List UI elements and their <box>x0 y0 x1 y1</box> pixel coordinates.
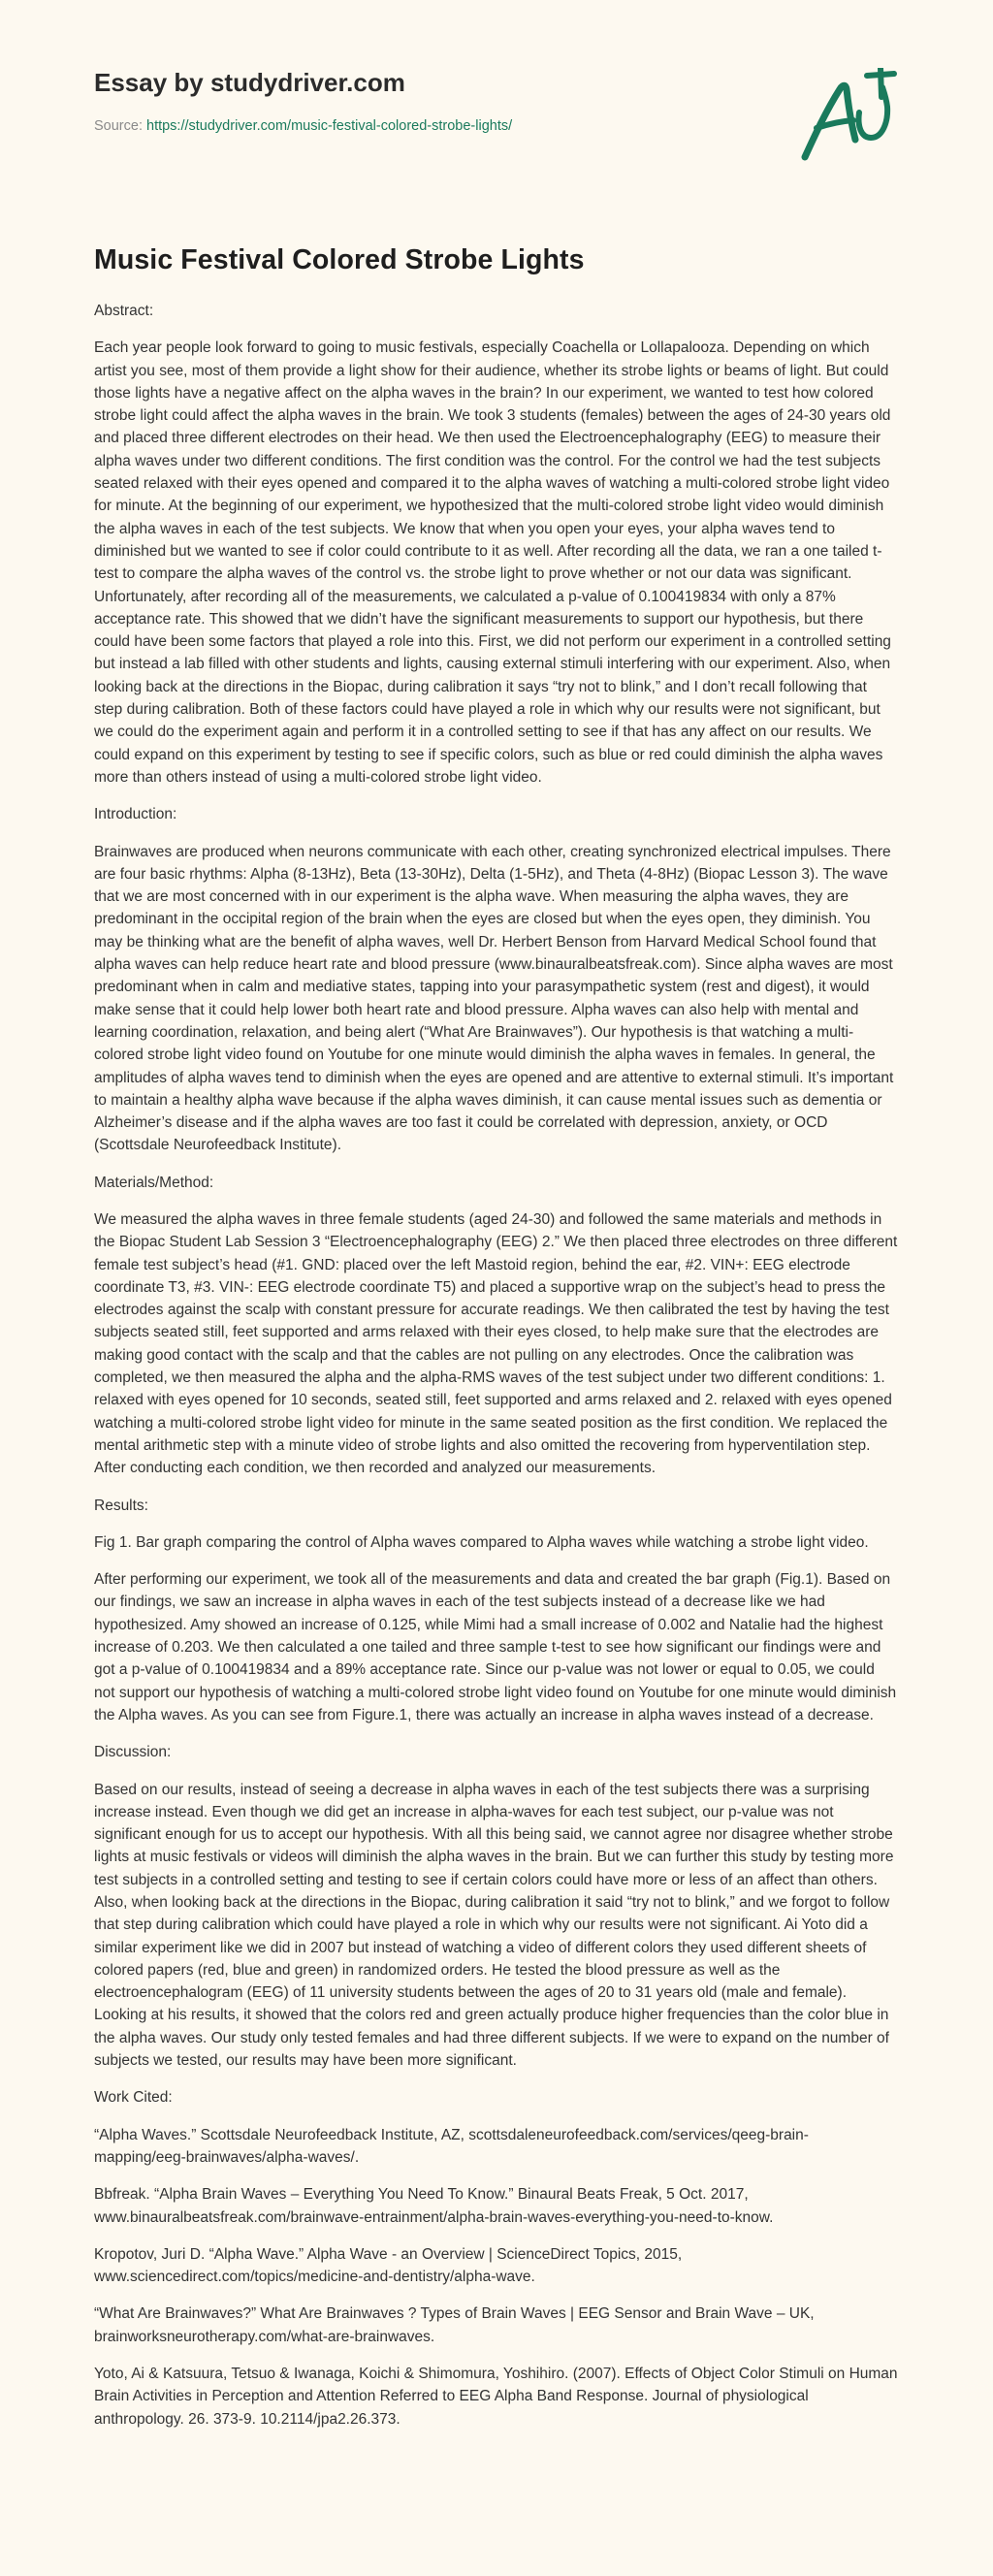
discussion-paragraph: Based on our results, instead of seeing a decrease in alpha waves in each of the test subjects there was a surprising increase instead. Even though we did get an increase in alpha-waves for each test subject, our p-value was not significant enough for us to accept our hypothesis. With all this being said, we cannot agree nor disagree whether strobe lights at music festivals or videos will diminish the alpha waves in the brain. But we can further this study by testing more test subjects in a controlled setting and testing to see if certain colors could have more or less of an affect than others. Also, when looking back at the directions in the Biopac, during calibration it said “try not to blink,” and we forgot to follow that step during calibration which could have played a role in which why our results were not significant. Ai Yoto did a similar experiment like we did in 2007 but instead of watching a video of different colors they used different sheets of colored papers (red, blue and green) in randomized orders. He tested the blood pressure as well as the electroencephalogram (EEG) of 11 university students between the ages of 20 to 31 years old (male and female). Looking at his results, it showed that the colors red and green actually produce higher frequencies than the color blue in the alpha waves. Our study only tested females and had three different subjects. If we were to expand on the number of subjects we tested, our results may have been more significant. <box>94 1781 894 2070</box>
methods-paragraph: We measured the alpha waves in three female students (aged 24-30) and followed the same materials and methods in the Biopac Student Lab Session 3 “Electroencephalography (EEG) 2.” We then placed three electrodes on three different female test subject’s head (#1. GND: placed over the left Mastoid region, behind the ear, #2. VIN+: EEG electrode coordinate T3, #3. VIN-: EEG electrode coordinate T5) and placed a supportive wrap on the subject’s head to press the electrodes against the scalp with constant pressure for accurate readings. We then calibrated the test by having the test subjects seated still, feet supported and arms relaxed with their eyes closed, to help make sure that the electrodes are making good contact with the scalp and that the cables are not pulling on any electrodes. Once the calibration was completed, we then measured the alpha and the alpha-RMS waves of the test subject under two different conditions: 1. relaxed with eyes opened for 10 seconds, seated still, feet supported and arms relaxed and 2. relaxed with eyes opened watching a multi-colored strobe light video for minute in the same seated position as the first condition. We replaced the mental arithmetic step with a minute video of strobe lights and also omitted the recovering from hyperventilation step. After conducting each condition, we then recorded and analyzed our measurements. <box>94 1210 898 1477</box>
source-link[interactable]: https://studydriver.com/music-festival-colored-strobe-lights/ <box>146 118 513 134</box>
citation-item: Kropotov, Juri D. “Alpha Wave.” Alpha Wave - an Overview | ScienceDirect Topics, 2015, www.sciencedirect.com/topics/medicine-and-dentistry/alpha-wave. <box>94 2245 683 2286</box>
source-line <box>94 118 512 134</box>
essay-title: Music Festival Colored Strobe Lights <box>94 244 585 275</box>
page-header <box>94 68 899 184</box>
citation-item: “Alpha Waves.” Scottsdale Neurofeedback Institute, AZ, scottsdaleneurofeedback.com/services/qeeg-brain-mapping/eeg-brainwaves/alpha-waves/. <box>94 2126 809 2166</box>
source-label: Source: <box>94 118 146 134</box>
works-cited-heading: Work Cited: <box>94 2089 173 2107</box>
essay-content <box>94 244 899 2445</box>
discussion-heading: Discussion: <box>94 1744 172 1761</box>
citation-item: Bbfreak. “Alpha Brain Waves – Everything You Need To Know.” Binaural Beats Freak, 5 Oct. 2017, www.binauralbeatsfreak.com/brainwave-entrainment/alpha-brain-waves-everything-you-need-to-know. <box>94 2186 774 2226</box>
abstract-paragraph: Each year people look forward to going to music festivals, especially Coachella or Lollapalooza. Depending on which artist you see, most of them provide a light show for their audience, whether its strobe lights or beams of light. But could those lights have a negative affect on the alpha waves in the brain? In our experiment, we wanted to test how colored strobe light could affect the alpha waves in the brain. We took 3 students (females) between the ages of 24-30 years old and placed three different electrodes on their head. We then used the Electroencephalography (EEG) to measure their alpha waves under two different conditions. The first condition was the control. For the control we had the test subjects seated relaxed with their eyes opened and compared it to the alpha waves of watching a multi-colored strobe light video for minute. At the beginning of our experiment, we hypothesized that the multi-colored strobe light video would diminish the alpha waves in each of the test subjects. We know that when you open your eyes, your alpha waves tend to diminished but we wanted to see if color could contribute to it as well. After recording all the data, we ran a one tailed t-test to compare the alpha waves of the control vs. the strobe light to prove whether or not our data was significant. Unfortunately, after recording all of the measurements, we calculated a p-value of 0.100419834 with only a 87% acceptance rate. This showed that we didn’t have the significant measurements to support our hypothesis, but there could have been some factors that played a role into this. First, we did not perform our experiment in a controlled setting but instead a lab filled with other students and lights, causing external stimuli interfering with our experiment. Also, when looking back at the directions in the Biopac, during calibration it says “try not to blink,” and I don’t recall following that step during calibration. Both of these factors could have played a role in which why our results were not significant, but we could do the experiment again and perform it in a controlled setting to see if that has any affect on our results. We could expand on this experiment by testing to see if specific colors, such as blue or red could diminish the alpha waves more than others instead of using a multi-colored strobe light video. <box>94 339 891 786</box>
citation-item: “What Are Brainwaves?” What Are Brainwaves ? Types of Brain Waves | EEG Sensor and Brain Wave – UK, brainworksneurotherapy.com/what-are-brainwaves. <box>94 2305 815 2345</box>
citation-item: Yoto, Ai & Katsuura, Tetsuo & Iwanaga, Koichi & Shimomura, Yoshihiro. (2007). Effects of Object Color Stimuli on Human Brain Activities in Perception and Attention Referred to EEG Alpha Band Response. Journal of physiological anthropology. 26. 373-9. 10.2114/jpa2.26.373. <box>94 2366 898 2428</box>
figure-caption: Fig 1. Bar graph comparing the control of Alpha waves compared to Alpha waves while watching a strobe light video. <box>94 1533 869 1551</box>
results-heading: Results: <box>94 1497 148 1514</box>
abstract-heading: Abstract: <box>94 303 154 319</box>
introduction-paragraph: Brainwaves are produced when neurons communicate with each other, creating synchronized electrical impulses. There are four basic rhythms: Alpha (8-13Hz), Beta (13-30Hz), Delta (1-5Hz), and Theta (4-8Hz) (Biopac Lesson 3). The wave that we are most concerned with in our experiment is the alpha wave. When measuring the alpha waves, they are predominant in the occipital region of the brain when the eyes are closed but when the eyes open, they diminish. You may be thinking what are the benefit of alpha waves, well Dr. Herbert Benson from Harvard Medical School found that alpha waves can help reduce heart rate and blood pressure (www.binauralbeatsfreak.com). Since alpha waves are most predominant when in calm and mediative states, tapping into your parasympathetic system (rest and digest), it would make sense that it could help lower both heart rate and blood pressure. Alpha waves can also help with mental and learning coordination, relaxation, and being alert (“What Are Brainwaves”). Our hypothesis is that watching a multi-colored strobe light video found on Youtube for one minute would diminish the alpha waves in females. In general, the amplitudes of alpha waves tend to diminish when the eyes are opened and are attentive to external stimuli. It’s important to maintain a healthy alpha wave because if the alpha waves diminish, it can cause mental issues such as dementia or Alzheimer’s disease and if the alpha waves are too fast it could be correlated with depression, anxiety, or OCD (Scottsdale Neurofeedback Institute). <box>94 843 894 1154</box>
a-plus-logo-icon <box>797 68 900 165</box>
site-brand: Essay by studydriver.com <box>94 68 405 97</box>
methods-heading: Materials/Method: <box>94 1174 214 1191</box>
introduction-heading: Introduction: <box>94 806 177 823</box>
results-paragraph: After performing our experiment, we took all of the measurements and data and created the bar graph (Fig.1). Based on our findings, we saw an increase in alpha waves in each of the test subjects instead of a decrease like we had hypothesized. Amy showed an increase of 0.125, while Mimi had a small increase of 0.002 and Natalie had the highest increase of 0.203. We then calculated a one tailed and three sample t-test to see how significant our findings were and got a p-value of 0.100419834 and a 89% acceptance rate. Since our p-value was not lower or equal to 0.05, we could not support our hypothesis of watching a multi-colored strobe light video found on Youtube for one minute would diminish the Alpha waves. As you can see from Figure.1, there was actually an increase in alpha waves instead of a decrease. <box>94 1571 897 1723</box>
